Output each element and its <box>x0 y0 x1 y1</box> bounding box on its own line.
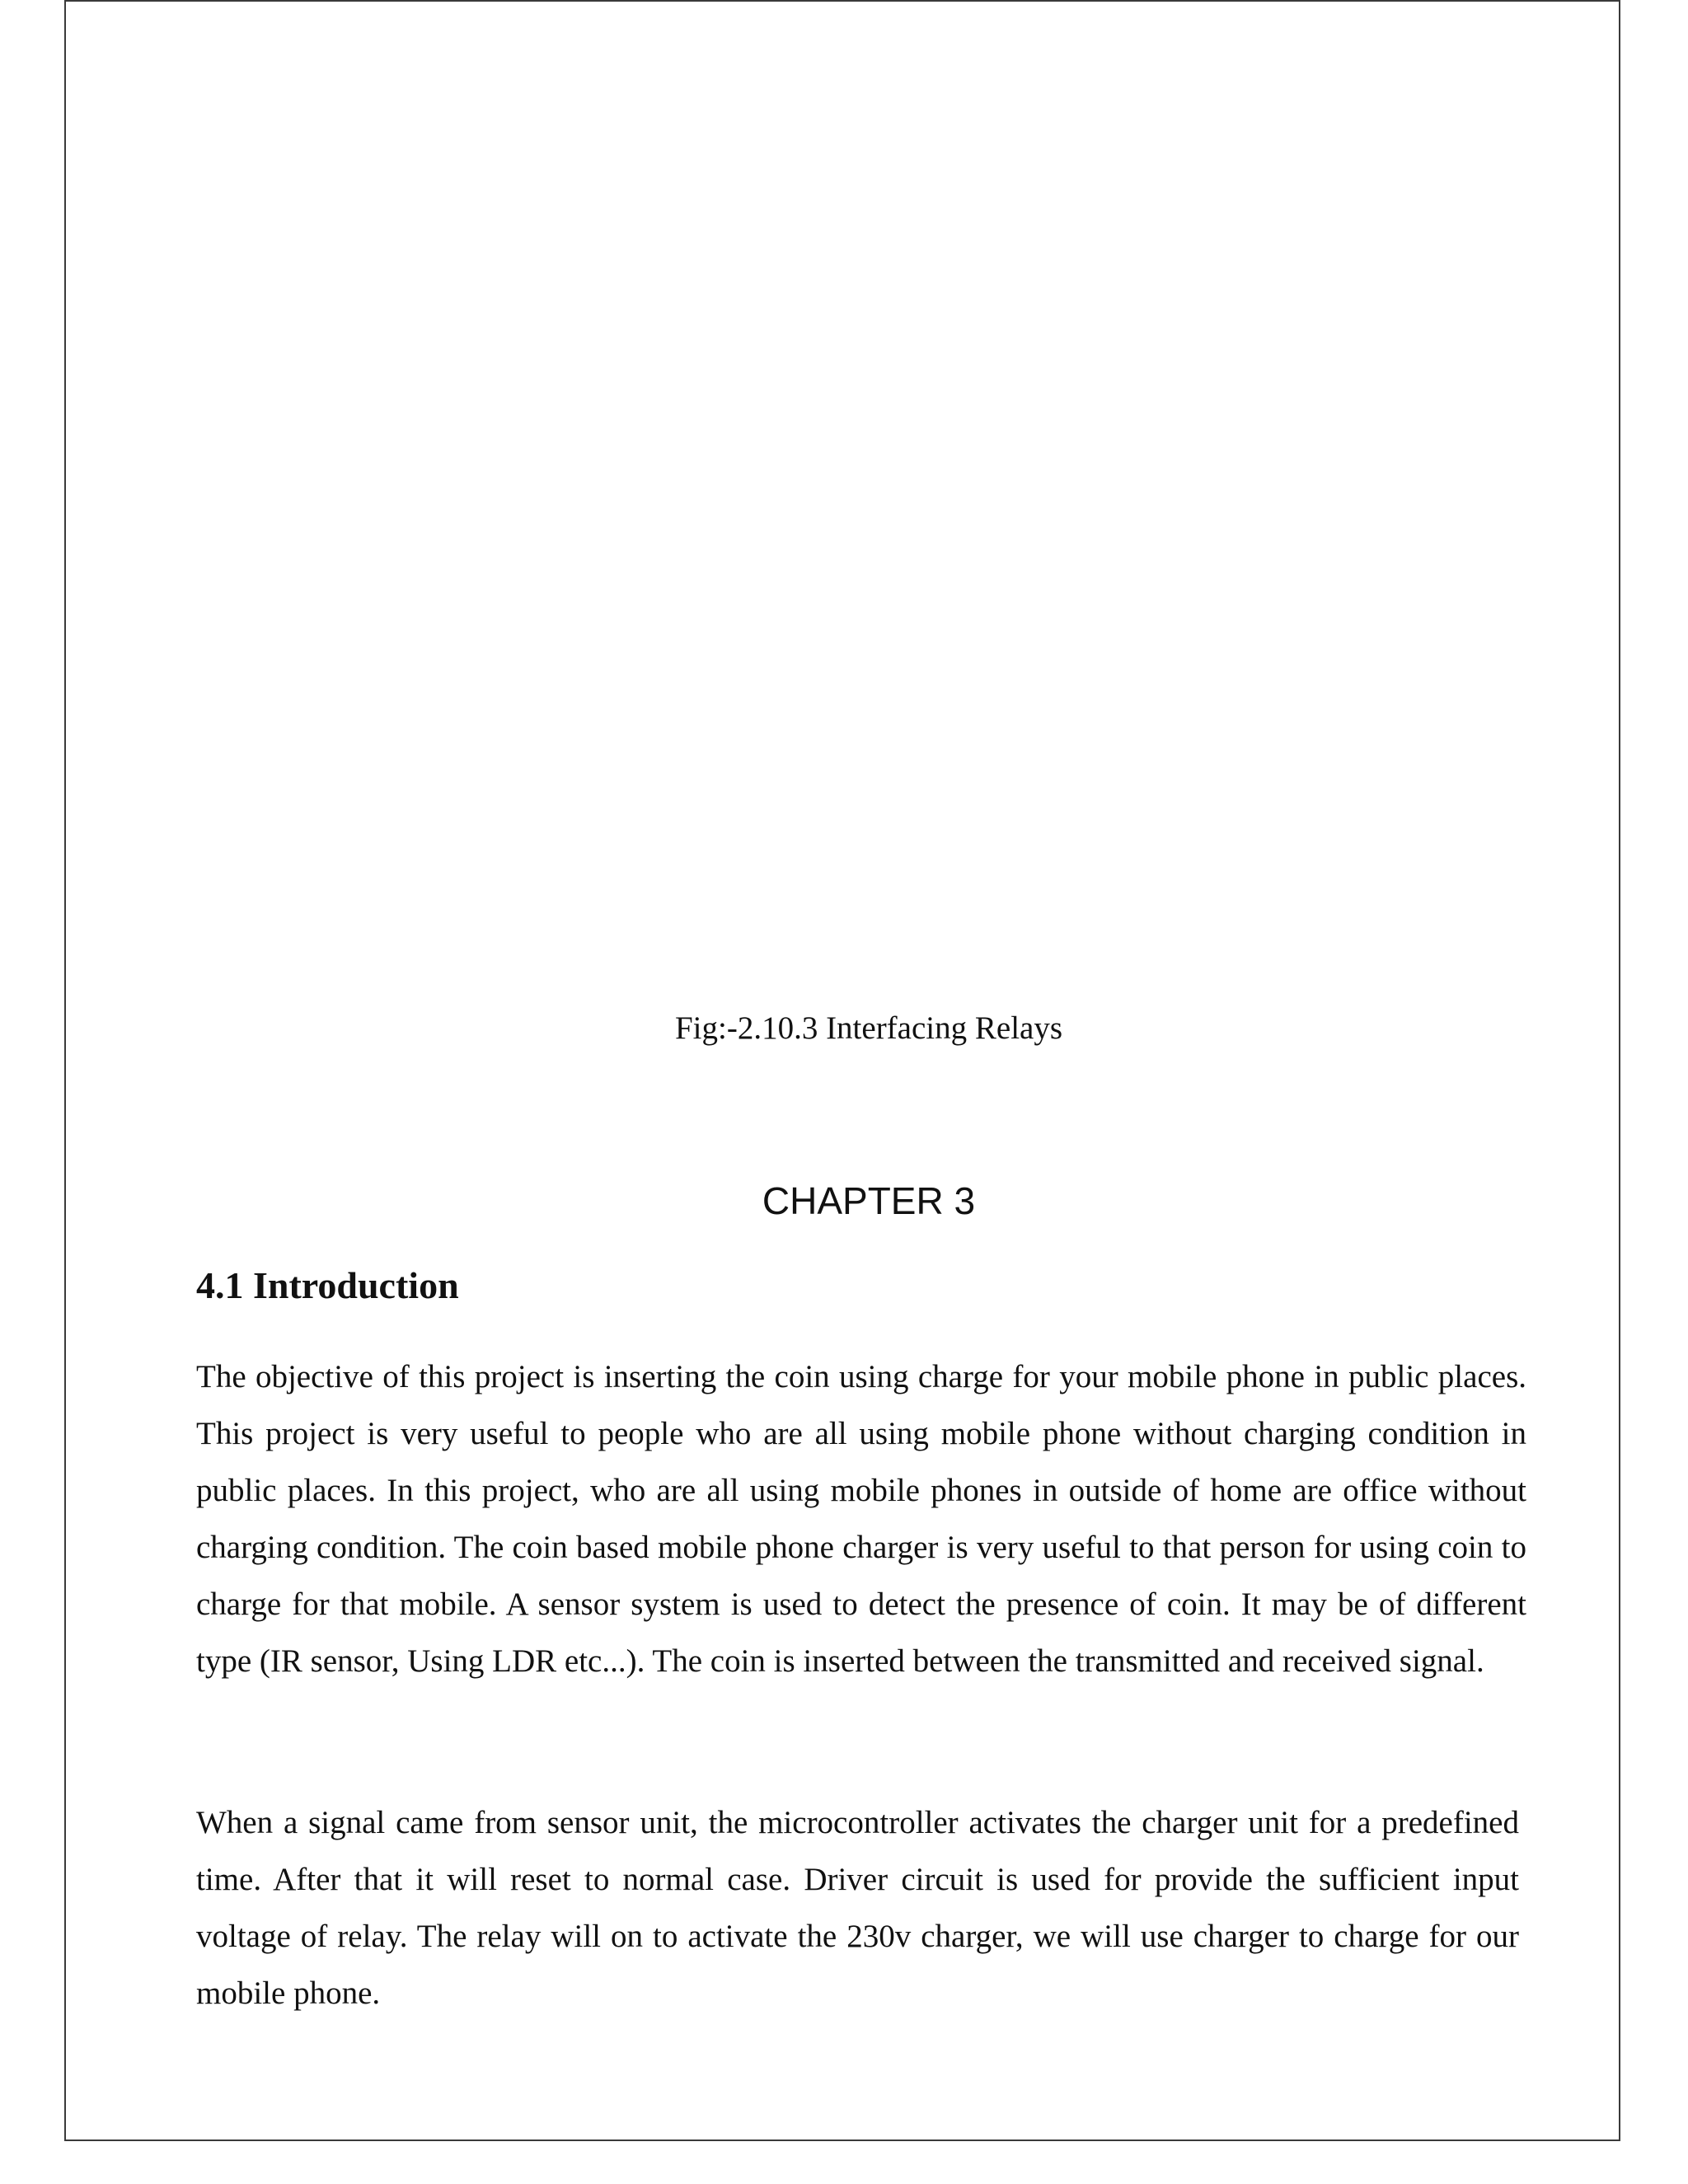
chapter-title: CHAPTER 3 <box>762 1179 976 1222</box>
figure-caption: Fig:-2.10.3 Interfacing Relays <box>674 1010 1063 1046</box>
body-paragraph: The objective of this project is inserting the coin using charge for your mobile phone in public places. This project is very useful to people who are all using mobile phone without charging condition in public places. In this project, who are all using mobile phones in outside of home are office without charging condition. The coin based mobile phone charger is very useful to that person for using coin to charge for that mobile. A sensor system is used to detect the presence of coin. It may be of different type (IR sensor, Using LDR etc...). The coin is inserted between the transmitted and received signal. <box>196 1359 1526 1679</box>
body-paragraph: When a signal came from sensor unit, the microcontroller activates the charger unit for a predefined time. After that it will reset to normal case. Driver circuit is used for provide the sufficient input voltage of relay. The relay will on to activate the 230v charger, we will use charger to charge for our mobile phone. <box>196 1805 1519 2011</box>
section-heading: 4.1 Introduction <box>196 1264 459 1306</box>
